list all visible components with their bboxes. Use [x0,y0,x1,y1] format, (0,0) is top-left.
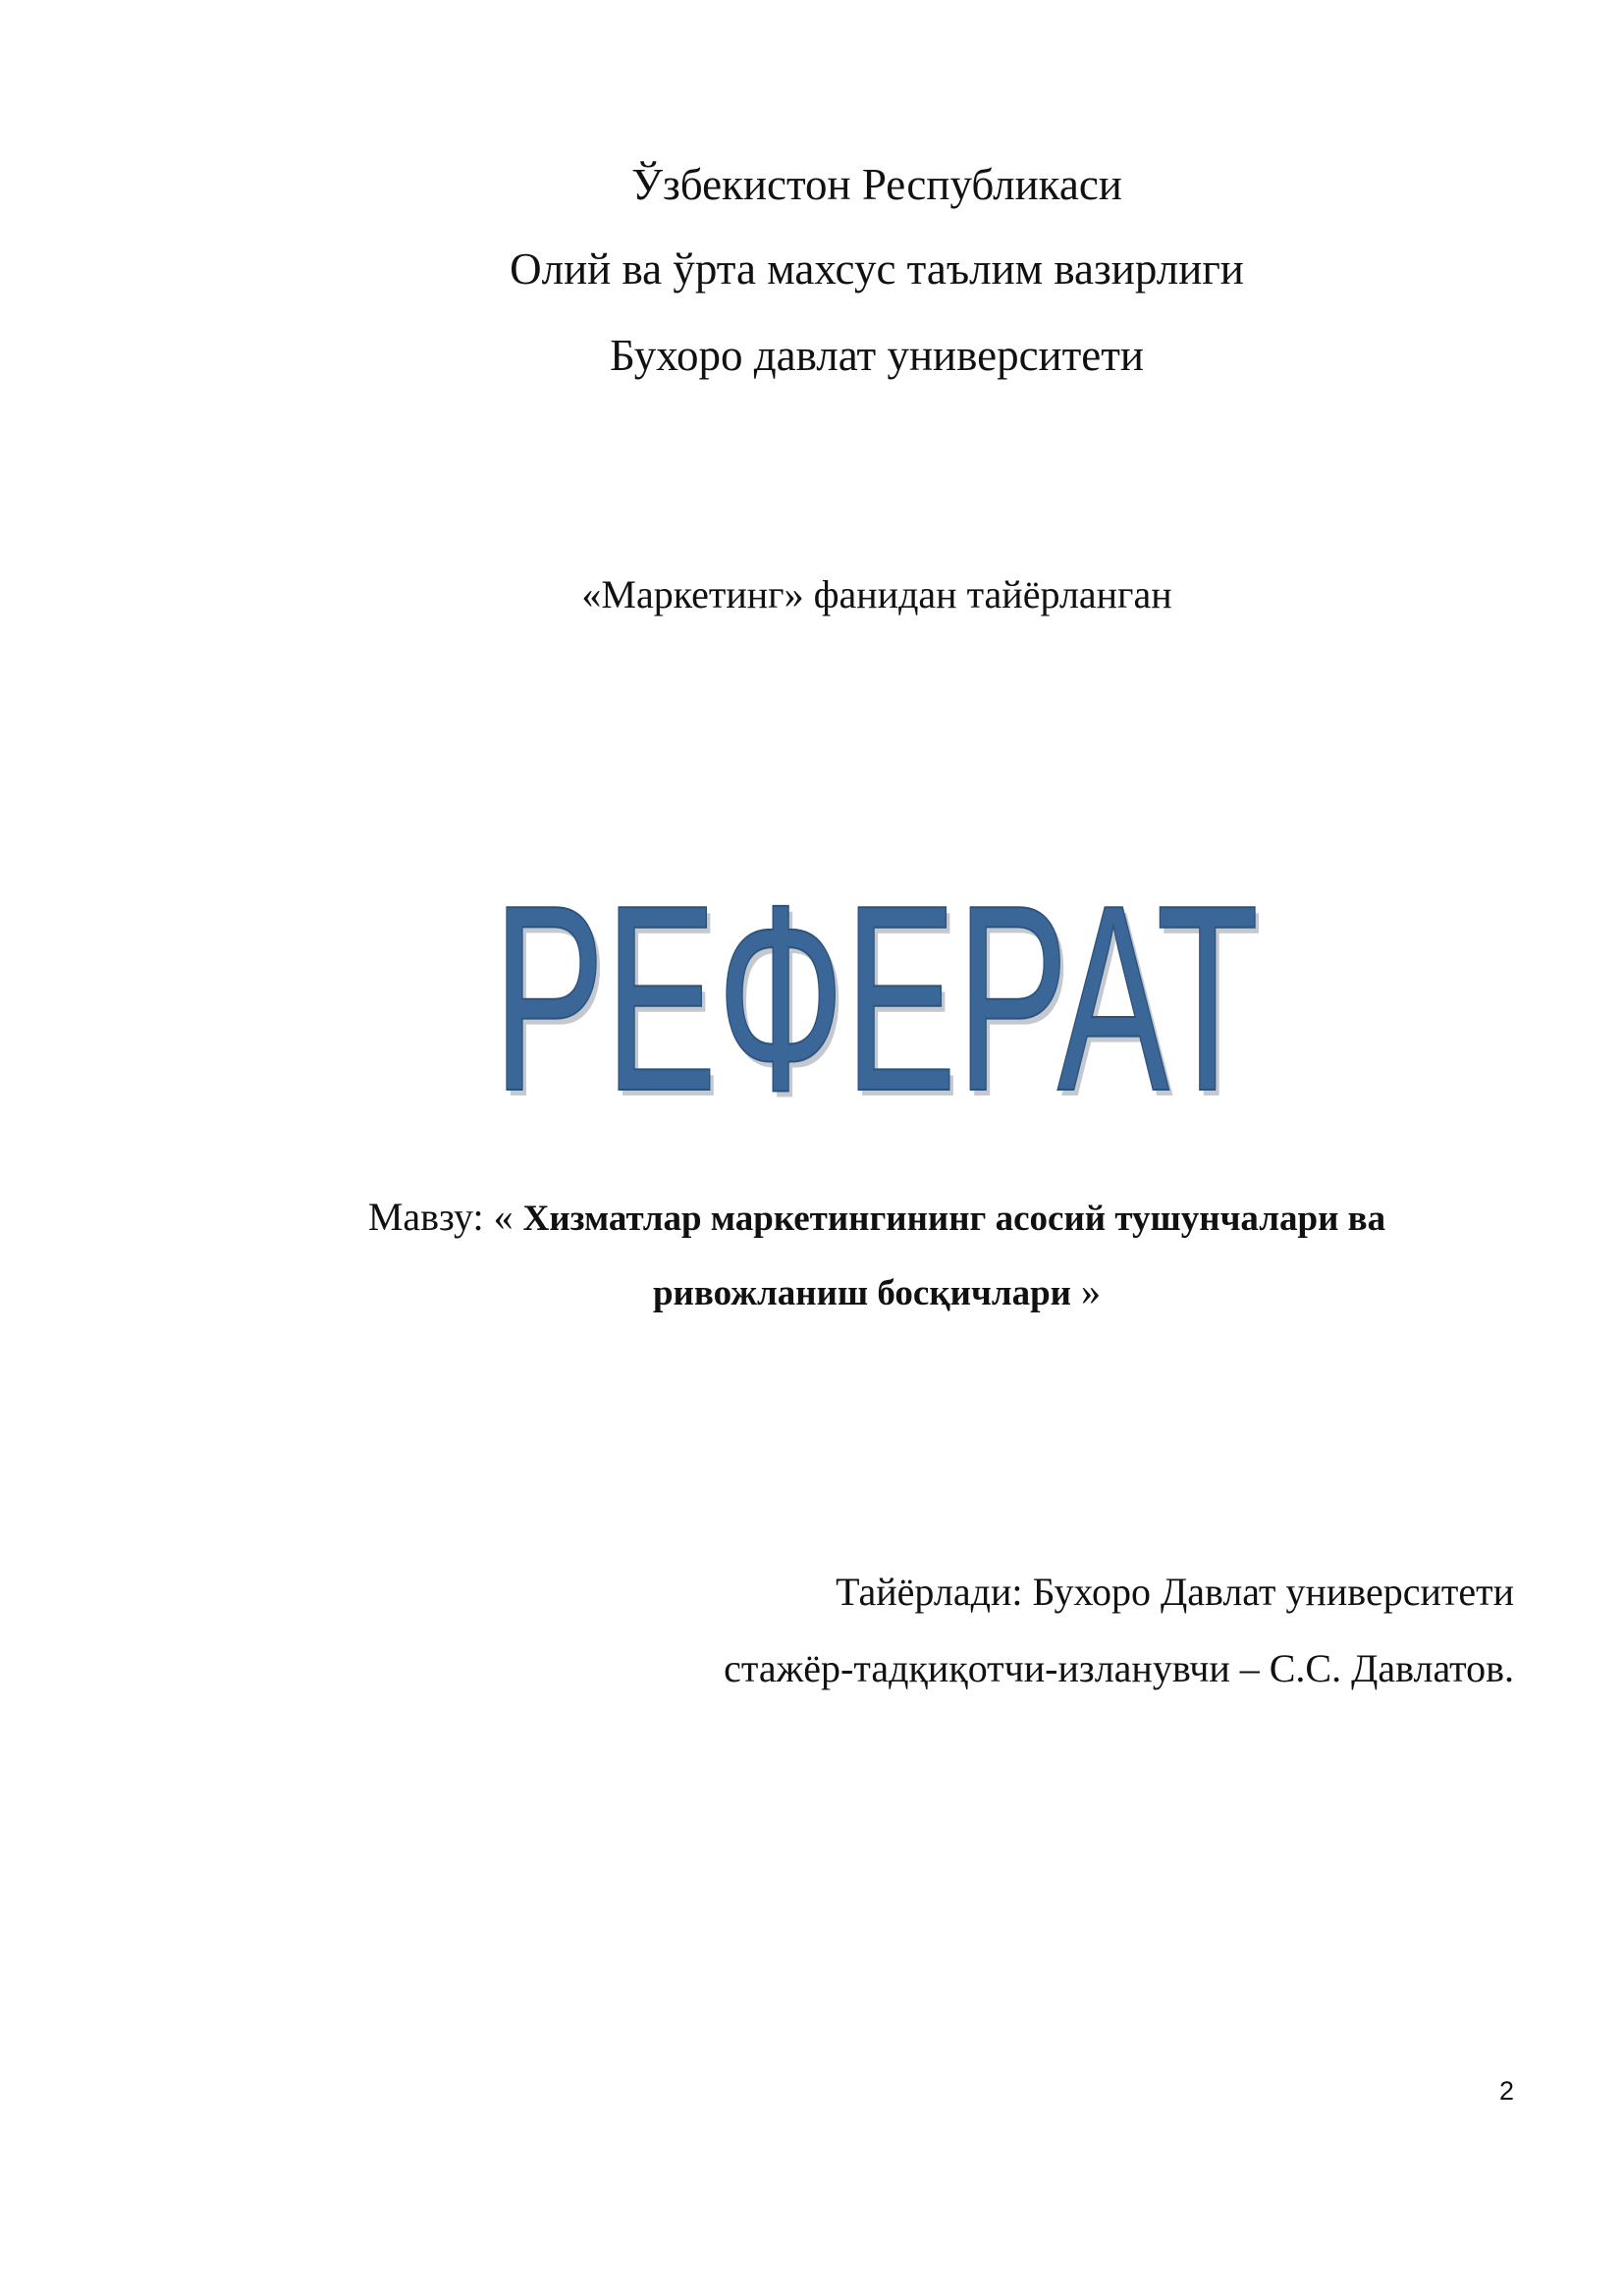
referat-title-shadow: РЕФЕРАТ [497,857,1263,1121]
subject-line: «Маркетинг» фанидан тайёрланган [581,572,1172,616]
header-country: Ўзбекистон Республикаси [631,160,1122,209]
page-number: 2 [1498,2076,1514,2106]
topic-title-part-1: Хизматлар маркетингининг асосий тушунчалари ва [522,1199,1386,1239]
header-ministry: Олий ва ўрта махсус таълим вазирлиги [510,244,1244,294]
topic-title-part-2: ривожланиш босқичлари [652,1273,1071,1313]
referat-title-text: РЕФЕРАТ [493,851,1259,1121]
author-line-1: Тайёрлади: Бухоро Давлат университети [836,1570,1514,1614]
header-university: Бухоро давлат университети [609,331,1145,380]
referat-title [485,817,1267,1121]
topic-prefix: Мавзу: « [367,1195,514,1239]
topic-line-1 [0,1192,1624,1245]
topic-line-2 [0,1266,1624,1319]
author-line-2: стажёр-тадқиқотчи-изланувчи – С.С. Давлатов. [724,1646,1514,1690]
topic-suffix: » [1081,1269,1101,1313]
